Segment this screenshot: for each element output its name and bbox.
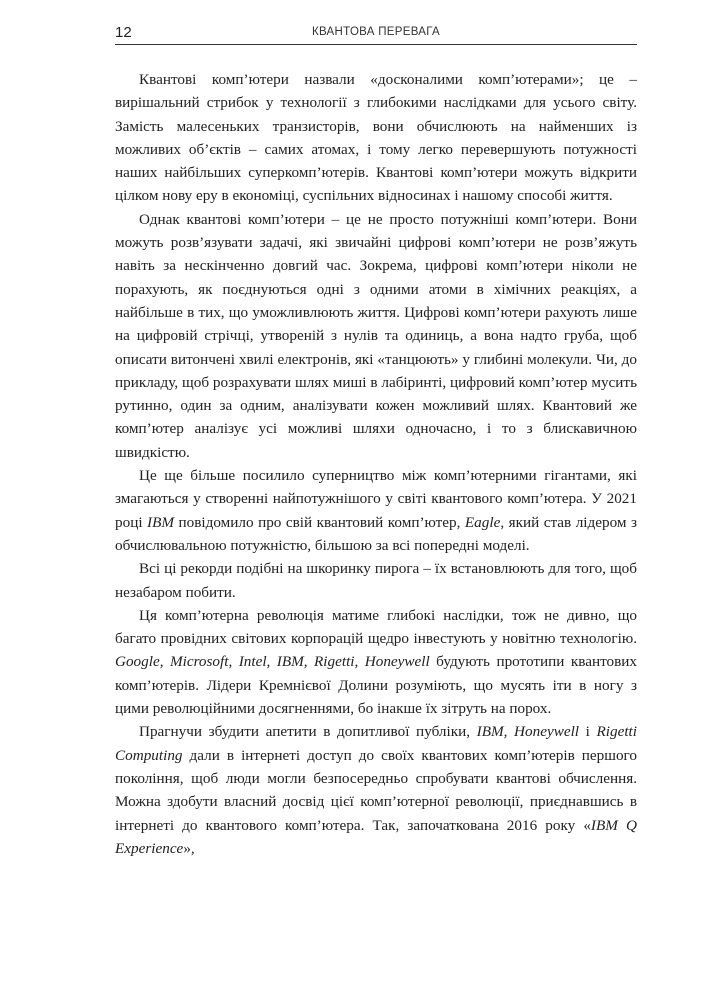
italic-text: Rigetti Computing (115, 723, 637, 764)
text-run: будують прототипи квантових комп’ютерів. Лідери Кремнієвої Долини розуміють, що мусять іти в ногу з цими революційними досягненнями, бо інакше їх зітруть на порох. (115, 653, 637, 718)
text-run: Це ще більше посилило суперництво між комп’ютерними гігантами, які змагаються у створенні найпотужнішого у світі квантового комп’ютера. У 2021 році (115, 467, 637, 531)
italic-text: Google, Microsoft, Intel, IBM, Rigetti, Honeywell (115, 653, 430, 671)
text-run: Всі ці рекорди подібні на шкоринку пирога – їх встановлюють для того, щоб незабаром побити. (115, 560, 637, 601)
page-number: 12 (115, 24, 132, 41)
page-header (115, 22, 637, 45)
paragraph (115, 68, 637, 208)
paragraph (115, 464, 637, 557)
text-run: Однак квантові комп’ютери – це не просто потужніші комп’ютери. Вони можуть розв’язувати задачі, які звичайні цифрові комп’ютери не розв’яжуть навіть за нескінченно довгий час. Зокрема, цифрові комп’ютери ніколи не порахують, як поєднуються одні з одними атоми в хімічних реакціях, а найбільше в тих, що уможливлюють життя. Цифрові комп’ютери рахують лише на цифровій стрічці, утвореній з нулів та одиниць, а вона надто груба, щоб описати витончені хвилі електронів, які «танцюють» у глибині молекули. Чи, до прикладу, щоб розрахувати шлях миші в лабіринті, цифровий комп’ютер мусить рутинно, один за одним, аналізувати кожен можливий шлях. Квантовий же комп’ютер аналізує усі можливі шляхи одночасно, і то з блискавичною швидкістю. (115, 210, 637, 461)
text-run: Прагнучи збудити апетити в допитливої публіки, (139, 723, 477, 741)
text-run: », (183, 839, 195, 857)
paragraph (115, 720, 637, 860)
text-run: Квантові комп’ютери назвали «досконалими комп’ютерами»; це – вирішальний стрибок у технології з глибокими наслідками для усього світу. Замість малесеньких транзисторів, вони обчислюють на найменших із можливих об’єктів – самих атомах, і тому легко перевершують потужності наших найбільших суперкомп’ютерів. Квантові комп’ютери можуть відкрити цілком нову еру в економіці, суспільних відносинах і нашому способі життя. (115, 71, 637, 205)
text-run: Ця комп’ютерна революція матиме глибокі наслідки, тож не дивно, що багато провідних світових корпорацій щедро інвестують у новітню технологію. (115, 606, 637, 648)
body-text (115, 68, 637, 860)
italic-text: IBM, Honeywell (476, 723, 580, 741)
text-run: дали в інтернеті доступ до своїх квантових комп’ютерів першого покоління, щоб люди могли безпосередньо спробувати квантові обчислення. Можна здобути власний досвід цієї комп’ютерної революції, приєднавшись в інтернеті до квантового комп’ютера. Так, започаткована 2016 року « (115, 746, 637, 834)
text-run: і (579, 723, 597, 741)
italic-text: Eagle (464, 513, 501, 531)
text-run: , який став лідером з обчислювальною потужністю, більшою за всі попередні моделі. (115, 513, 637, 554)
running-title: КВАНТОВА ПЕРЕВАГА (311, 26, 441, 38)
text-run: повідомило про свій квантовий комп’ютер, (174, 513, 465, 531)
paragraph (115, 208, 637, 464)
paragraph (115, 604, 637, 720)
italic-text: IBM (147, 513, 175, 531)
paragraph (115, 557, 637, 604)
italic-text: IBM Q Experience (115, 816, 637, 857)
